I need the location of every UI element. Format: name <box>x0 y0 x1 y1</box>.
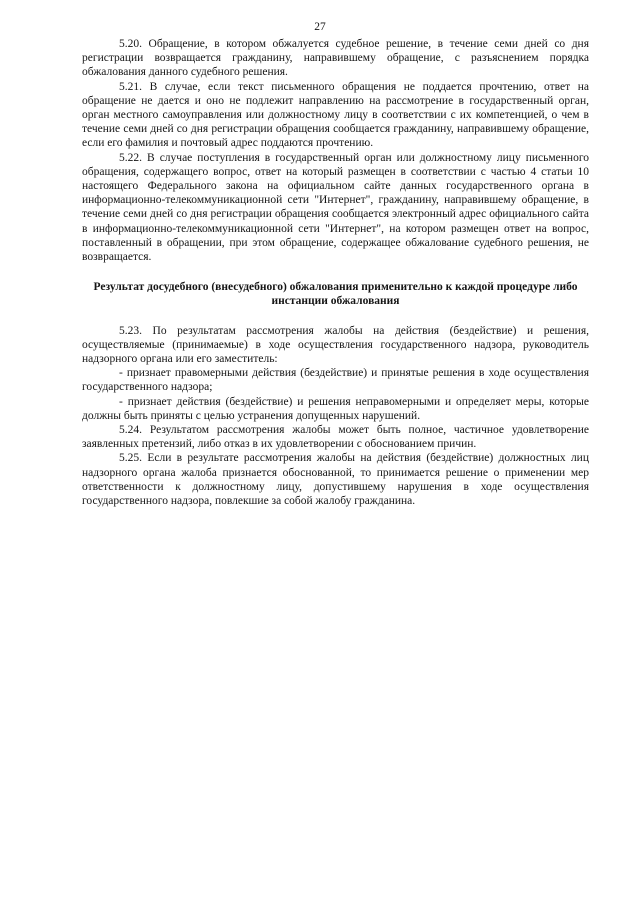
document-body <box>82 37 589 508</box>
paragraph-5-21: 5.21. В случае, если текст письменного обращения не поддается прочтению, ответ на обращение не дается и оно не подлежит направлению на рассмотрение в государственный орган, орган местного самоуправления или должностному лицу в соответствии с их компетенцией, о чем в течение семи дней со дня регистрации обращения сообщается гражданину, направившему обращение, если его фамилия и почтовый адрес поддаются прочтению. <box>82 80 589 150</box>
list-item-lawful: - признает правомерными действия (бездействие) и принятые решения в ходе осуществления государственного надзора; <box>82 367 589 394</box>
page-number: 27 <box>314 21 326 33</box>
paragraph-5-22: 5.22. В случае поступления в государственный орган или должностному лицу письменного обращения, содержащего вопрос, ответ на который размещен в соответствии с частью 4 статьи 10 настоящего Федерального закона на официальном сайте данных государственного органа в информационно-телекоммуникационной сети "Интернет", гражданину, направившему обращение, в течение семи дней со дня регистрации обращения сообщается электронный адрес официального сайта в информационно-телекоммуникационной сети "Интернет", на котором размещен ответ на вопрос, поставленный в обращении, при этом обращение, содержащее обжалование судебного решения, не возвращается. <box>82 151 589 264</box>
list-item-unlawful: - признает действия (бездействие) и решения неправомерными и определяет меры, которые должны быть приняты с целью устранения допущенных нарушений. <box>82 395 589 422</box>
paragraph-5-25: 5.25. Если в результате рассмотрения жалобы на действия (бездействие) должностных лиц надзорного органа жалоба признается обоснованной, то принимается решение о применении мер ответственности к должностному лицу, допустившему нарушения в ходе осуществления государственного надзора, повлекшие за собой жалобу гражданина. <box>82 452 589 508</box>
paragraph-5-24: 5.24. Результатом рассмотрения жалобы может быть полное, частичное удовлетворение заявленных претензий, либо отказ в их удовлетворении с обоснованием причин. <box>82 424 589 451</box>
section-heading: Результат досудебного (внесудебного) обжалования применительно к каждой процедуре либо инстанции обжалования <box>93 281 578 308</box>
paragraph-5-23: 5.23. По результатам рассмотрения жалобы на действия (бездействие) и решения, осуществляемые (принимаемые) в ходе осуществления государственного надзора, руководитель надзорного органа или его заместитель: <box>82 324 589 366</box>
paragraph-5-20: 5.20. Обращение, в котором обжалуется судебное решение, в течение семи дней со дня регистрации возвращается гражданину, направившему обращение, с разъяснением порядка обжалования данного судебного решения. <box>82 38 589 79</box>
